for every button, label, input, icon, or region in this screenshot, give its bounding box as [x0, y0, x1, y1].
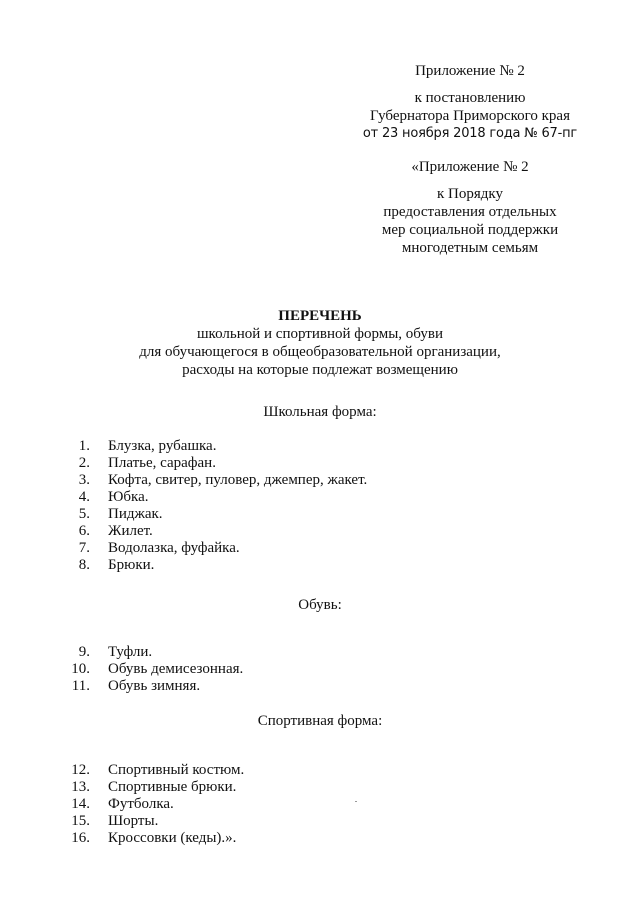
- list-item: [0, 779, 640, 796]
- item-number: 11.: [71, 678, 90, 694]
- list-item: [0, 678, 640, 695]
- list-item: [0, 644, 640, 661]
- item-number: 4.: [78, 489, 90, 505]
- item-text: Жилет.: [108, 523, 153, 539]
- list-shoes: [0, 644, 640, 695]
- list-school: [0, 438, 640, 574]
- item-number: 5.: [78, 506, 90, 522]
- item-text: Спортивные брюки.: [108, 779, 237, 795]
- nested-appendix-line: многодетным семьям: [401, 240, 539, 256]
- item-number: 9.: [78, 644, 90, 660]
- item-number: 16.: [71, 830, 90, 846]
- list-sport: [0, 762, 640, 847]
- list-item: [0, 557, 640, 574]
- item-text: Платье, сарафан.: [108, 455, 216, 471]
- item-text: Кофта, свитер, пуловер, джемпер, жакет.: [108, 472, 368, 488]
- nested-appendix-header: [350, 158, 590, 257]
- item-text: Туфли.: [108, 644, 153, 660]
- document-heading: [0, 307, 640, 379]
- item-number: 10.: [71, 661, 90, 677]
- document-subtitle: для обучающегося в общеобразовательной организации,: [139, 344, 501, 360]
- list-item: [0, 830, 640, 847]
- item-number: 6.: [78, 523, 90, 539]
- list-item: [0, 540, 640, 557]
- registration-stamp: от 23 ноября 2018 года № 67-пг: [362, 126, 578, 141]
- appendix-line: к постановлению: [414, 90, 526, 106]
- item-text: Спортивный костюм.: [108, 762, 245, 778]
- item-text: Шорты.: [108, 813, 159, 829]
- list-item: [0, 813, 640, 830]
- item-number: 3.: [78, 472, 90, 488]
- list-item: [0, 472, 640, 489]
- nested-appendix-title: «Приложение № 2: [411, 159, 529, 175]
- scan-artifact: [355, 801, 357, 802]
- item-text: Блузка, рубашка.: [108, 438, 217, 454]
- list-item: [0, 762, 640, 779]
- list-item: [0, 661, 640, 678]
- item-number: 14.: [71, 796, 90, 812]
- section-title-shoes: Обувь:: [298, 597, 342, 613]
- section-title-sport: Спортивная форма:: [257, 713, 383, 729]
- item-text: Водолазка, фуфайка.: [108, 540, 240, 556]
- item-text: Пиджак.: [108, 506, 163, 522]
- item-text: Кроссовки (кеды).».: [108, 830, 237, 846]
- appendix-title: Приложение № 2: [415, 63, 525, 79]
- appendix-header: [350, 62, 590, 143]
- appendix-line: Губернатора Приморского края: [370, 108, 570, 124]
- nested-appendix-line: мер социальной поддержки: [381, 222, 559, 238]
- item-number: 12.: [71, 762, 90, 778]
- item-number: 8.: [78, 557, 90, 573]
- item-text: Обувь зимняя.: [108, 678, 201, 694]
- list-item: [0, 489, 640, 506]
- item-text: Брюки.: [108, 557, 155, 573]
- list-item: [0, 523, 640, 540]
- nested-appendix-line: предоставления отдельных: [383, 204, 557, 220]
- list-item: [0, 455, 640, 472]
- item-number: 13.: [71, 779, 90, 795]
- section-title-school: Школьная форма:: [263, 404, 377, 420]
- document-subtitle: расходы на которые подлежат возмещению: [182, 362, 458, 378]
- item-number: 7.: [78, 540, 90, 556]
- item-number: 2.: [78, 455, 90, 471]
- item-text: Футболка.: [108, 796, 174, 812]
- document-title: ПЕРЕЧЕНЬ: [278, 308, 362, 324]
- list-item: [0, 506, 640, 523]
- nested-appendix-line: к Порядку: [437, 186, 503, 202]
- item-number: 1.: [78, 438, 90, 454]
- item-text: Обувь демисезонная.: [108, 661, 244, 677]
- item-text: Юбка.: [108, 489, 149, 505]
- item-number: 15.: [71, 813, 90, 829]
- document-subtitle: школьной и спортивной формы, обуви: [197, 326, 443, 342]
- list-item: [0, 796, 640, 813]
- list-item: [0, 438, 640, 455]
